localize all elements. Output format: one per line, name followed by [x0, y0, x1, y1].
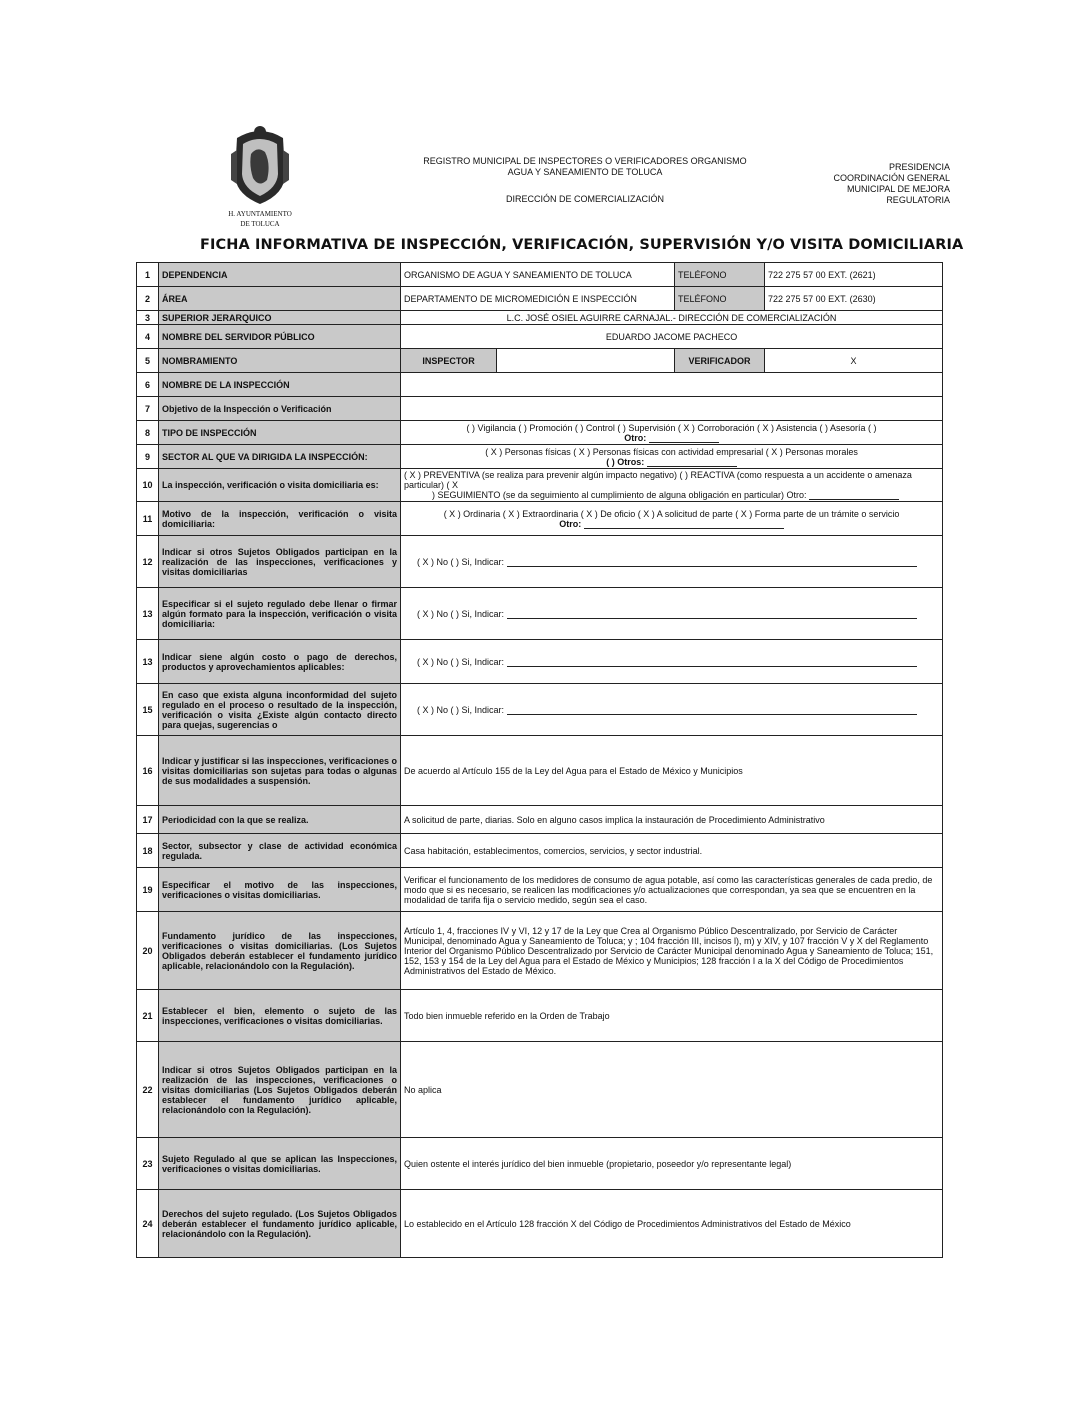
options-line-1: ( X ) Personas físicas ( X ) Personas físicas con actividad empresarial ( X ) Personas morales: [485, 446, 858, 457]
row-value-empty: [401, 373, 943, 397]
row-number: 17: [137, 806, 159, 834]
answer-text: ( X ) No ( ) Si, Indicar:: [417, 704, 505, 715]
page-title: FICHA INFORMATIVA DE INSPECCIÓN, VERIFICACIÓN, SUPERVISIÓN Y/O VISITA DOMICILIARIA: [200, 237, 964, 253]
row-number: 22: [137, 1042, 159, 1138]
answer-text: ( X ) No ( ) Si, Indicar:: [417, 656, 505, 667]
row-label: NOMBRE DE LA INSPECCIÓN: [159, 373, 401, 397]
form-row-14: [137, 640, 943, 684]
logo-caption-1: H. AYUNTAMIENTO: [228, 210, 292, 218]
answer-blank-line: [507, 609, 917, 619]
form-row-11: [137, 502, 943, 536]
options-line-1: ( ) Vigilancia ( ) Promoción ( ) Control ( ) Supervisión ( X ) Corroboración ( X ) Asistencia ( ) Asesoría ( ): [466, 422, 877, 433]
row-value: Todo bien inmueble referido en la Orden de Trabajo: [401, 990, 943, 1042]
row-value: L.C. JOSÉ OSIEL AGUIRRE CARNAJAL.- DIRECCIÓN DE COMERCIALIZACIÓN: [401, 311, 943, 325]
row-number: 6: [137, 373, 159, 397]
row-value: [401, 684, 943, 736]
row-value: A solicitud de parte, diarias. Solo en alguno casos implica la instauración de Procedimiento Administrativo: [401, 806, 943, 834]
form-row-20: [137, 912, 943, 990]
header-right-line-4: REGULATORIA: [886, 195, 950, 205]
row-label: Derechos del sujeto regulado. (Los Sujetos Obligados deberán establecer el fundamento jurídico aplicable, relacionándolo con la Regulación).: [159, 1190, 401, 1258]
row-number: 24: [137, 1190, 159, 1258]
row-options: [401, 445, 943, 469]
row-number: 8: [137, 421, 159, 445]
verificador-mark: X: [765, 349, 943, 373]
form-row-8: [137, 421, 943, 445]
row-number: 7: [137, 397, 159, 421]
toluca-coat-of-arms: [220, 124, 300, 228]
row-label: Especificar el motivo de las inspecciones, verificaciones o visitas domiciliarias.: [159, 868, 401, 912]
row-value: Lo establecido en el Artículo 128 fracción X del Código de Procedimientos Administrativos del Estado de México: [401, 1190, 943, 1258]
row-label: Fundamento jurídico de las inspecciones, verificaciones o visitas domiciliarias. (Los Sujetos Obligados deberán establecer el fundamento jurídico aplicable, relacionándolo con la Regulación).: [159, 912, 401, 990]
options-line-2: [404, 457, 939, 467]
row-number: 13: [137, 588, 159, 640]
row-number: 1: [137, 263, 159, 287]
row-value: Verificar el funcionamento de los medidores de consumo de agua potable, así como las características generales de cada predio, de modo que si es necesario, se realicen las modificaciones y/o actualizaciones que correspondan, ya sea que se encuentren en la modalidad de tarifa fija o servicio medido, según sea el caso.: [401, 868, 943, 912]
row-number: 16: [137, 736, 159, 806]
row-value-empty: [401, 397, 943, 421]
form-row-21: [137, 990, 943, 1042]
form-row-22: [137, 1042, 943, 1138]
other-blank-line: [647, 457, 737, 467]
form-row-4: [137, 325, 943, 349]
inspector-mark-cell: [497, 349, 675, 373]
form-row-24: [137, 1190, 943, 1258]
row-number: 9: [137, 445, 159, 469]
row-label: Motivo de la inspección, verificación o visita domiciliaria:: [159, 502, 401, 536]
row-label: Periodicidad con la que se realiza.: [159, 806, 401, 834]
phone-value: 722 275 57 00 EXT. (2621): [765, 263, 943, 287]
other-label: Otro:: [624, 432, 647, 443]
row-label: Indicar y justificar si las inspecciones, verificaciones o visitas domiciliarias son sujetas para todas o algunas de sus modalidades a suspensión.: [159, 736, 401, 806]
header-right-line-2: COORDINACIÓN GENERAL: [833, 173, 950, 183]
row-value: No aplica: [401, 1042, 943, 1138]
row-value: DEPARTAMENTO DE MICROMEDICIÓN E INSPECCIÓN: [401, 287, 675, 311]
row-number: 18: [137, 834, 159, 868]
header-right-line-3: MUNICIPAL DE MEJORA: [846, 184, 950, 194]
row-value: ORGANISMO DE AGUA Y SANEAMIENTO DE TOLUCA: [401, 263, 675, 287]
row-number: 4: [137, 325, 159, 349]
coat-of-arms-icon: [227, 124, 293, 208]
row-value: EDUARDO JACOME PACHECO: [401, 325, 943, 349]
form-row-9: [137, 445, 943, 469]
row-number: 20: [137, 912, 159, 990]
form-row-1: [137, 263, 943, 287]
row-label: ÁREA: [159, 287, 401, 311]
answer-blank-line: [507, 705, 917, 715]
options-line-1: ( X ) PREVENTIVA (se realiza para prevenir algún impacto negativo) ( ) REACTIVA (como respuesta a un accidente o amenaza particular) ( X: [404, 470, 912, 490]
row-label: NOMBRE DEL SERVIDOR PÚBLICO: [159, 325, 401, 349]
form-row-12: [137, 536, 943, 588]
answer-blank-line: [507, 557, 917, 567]
row-number: 2: [137, 287, 159, 311]
header-center: [390, 156, 780, 205]
inspector-label: INSPECTOR: [401, 349, 497, 373]
form-row-13: [137, 588, 943, 640]
row-label: SECTOR AL QUE VA DIRIGIDA LA INSPECCIÓN:: [159, 445, 401, 469]
phone-label: TELÉFONO: [675, 287, 765, 311]
header-center-line-1: REGISTRO MUNICIPAL DE INSPECTORES O VERIFICADORES ORGANISMO: [423, 156, 747, 166]
row-value: [401, 640, 943, 684]
header-center-line-3: DIRECCIÓN DE COMERCIALIZACIÓN: [505, 194, 664, 204]
row-options: [401, 469, 943, 502]
row-value: Casa habitación, establecimentos, comercios, servicios, y sector industrial.: [401, 834, 943, 868]
row-options: [401, 502, 943, 536]
row-value: [401, 536, 943, 588]
row-value: [401, 588, 943, 640]
row-label: Especificar si el sujeto regulado debe llenar o firmar algún formato para la inspección, verificación o visita domiciliaria:: [159, 588, 401, 640]
row-label: TIPO DE INSPECCIÓN: [159, 421, 401, 445]
form-row-10: [137, 469, 943, 502]
row-label: En caso que exista alguna inconformidad del sujeto regulado en el proceso o resultado de la inspección, verificación o visita ¿Existe algún contacto directo para quejas, sugerencias o: [159, 684, 401, 736]
header-right: [800, 162, 950, 206]
answer-text: ( X ) No ( ) Si, Indicar:: [417, 608, 505, 619]
form-row-15: [137, 684, 943, 736]
row-label: NOMBRAMIENTO: [159, 349, 401, 373]
row-options: [401, 421, 943, 445]
form-row-7: [137, 397, 943, 421]
options-line-2: [404, 490, 939, 500]
form-row-3: [137, 311, 943, 325]
row-number: 5: [137, 349, 159, 373]
form-row-23: [137, 1138, 943, 1190]
row-value: De acuerdo al Artículo 155 de la Ley del Agua para el Estado de México y Municipios: [401, 736, 943, 806]
other-label: Otro:: [559, 518, 582, 529]
row-label: La inspección, verificación o visita domiciliaria es:: [159, 469, 401, 502]
other-blank-line: [649, 433, 719, 443]
row-label: SUPERIOR JERARQUICO: [159, 311, 401, 325]
row-label: Indicar si otros Sujetos Obligados participan en la realización de las inspecciones, verificaciones o visitas domiciliarias (Los Sujetos Obligados deberán establecer el fundamento jurídico aplicable, relacionándolo con la Regulación).: [159, 1042, 401, 1138]
row-value: Artículo 1, 4, fracciones IV y VI, 12 y 17 de la Ley que Crea al Organismo Público Descentralizado, por Servicio de Carácter Municipal, denominado Agua y Saneamiento de Toluca; y ; 104 fracción III, incisos l), m) y XIV, y 107 fracción V y X del Reglamento Interior del Organismo Público Descentralizado por Servicio de Carácter Municipal denominado Agua y Saneamiento de Toluca; 151, 152, 153 y 154 de la Ley del Agua para el Estado de México y Municipios; 128 fracción I a la X del Código de Procedimientos Administrativos del Estado de México.: [401, 912, 943, 990]
answer-blank-line: [507, 657, 917, 667]
logo-caption-2: DE TOLUCA: [240, 220, 280, 228]
options-line-1: ( X ) Ordinaria ( X ) Extraordinaria ( X ) De oficio ( X ) A solicitud de parte ( X ) Forma parte de un trámite o servicio: [443, 508, 900, 519]
other-blank-line: [809, 490, 899, 500]
verificador-label: VERIFICADOR: [675, 349, 765, 373]
row-number: 10: [137, 469, 159, 502]
phone-label: TELÉFONO: [675, 263, 765, 287]
options-line-2: [404, 519, 939, 529]
inspection-form-table: [136, 262, 943, 1258]
other-blank-line: [584, 519, 784, 529]
row-number: 3: [137, 311, 159, 325]
row-number: 12: [137, 536, 159, 588]
row-number: 13: [137, 640, 159, 684]
row-label: Objetivo de la Inspección o Verificación: [159, 397, 401, 421]
row-label: Indicar siene algún costo o pago de derechos, productos y aprovechamientos aplicables:: [159, 640, 401, 684]
form-row-17: [137, 806, 943, 834]
row-label: Sujeto Regulado al que se aplican las Inspecciones, verificaciones o visitas domiciliarias.: [159, 1138, 401, 1190]
form-row-18: [137, 834, 943, 868]
row-label: Indicar si otros Sujetos Obligados participan en la realización de las inspecciones, verificaciones y visitas domiciliarias: [159, 536, 401, 588]
other-label: ( ) Otros:: [606, 456, 645, 467]
phone-value: 722 275 57 00 EXT. (2630): [765, 287, 943, 311]
form-row-19: [137, 868, 943, 912]
row-number: 21: [137, 990, 159, 1042]
header-center-line-2: AGUA Y SANEAMIENTO DE TOLUCA: [507, 167, 663, 177]
row-number: 23: [137, 1138, 159, 1190]
row-label: DEPENDENCIA: [159, 263, 401, 287]
header-right-line-1: PRESIDENCIA: [888, 162, 950, 172]
row-number: 19: [137, 868, 159, 912]
row-number: 15: [137, 684, 159, 736]
options-line-2-text: ) SEGUIMIENTO (se da seguimiento al cumplimiento de alguna obligación en particular) Otro:: [432, 490, 807, 500]
row-label: Sector, subsector y clase de actividad económica regulada.: [159, 834, 401, 868]
form-row-2: [137, 287, 943, 311]
form-row-5: [137, 349, 943, 373]
row-number: 11: [137, 502, 159, 536]
row-value: Quien ostente el interés jurídico del bien inmueble (propietario, poseedor y/o representante legal): [401, 1138, 943, 1190]
form-row-16: [137, 736, 943, 806]
form-row-6: [137, 373, 943, 397]
answer-text: ( X ) No ( ) Si, Indicar:: [417, 556, 505, 567]
options-line-2: [404, 433, 939, 443]
row-label: Establecer el bien, elemento o sujeto de las inspecciones, verificaciones o visitas domiciliarias.: [159, 990, 401, 1042]
